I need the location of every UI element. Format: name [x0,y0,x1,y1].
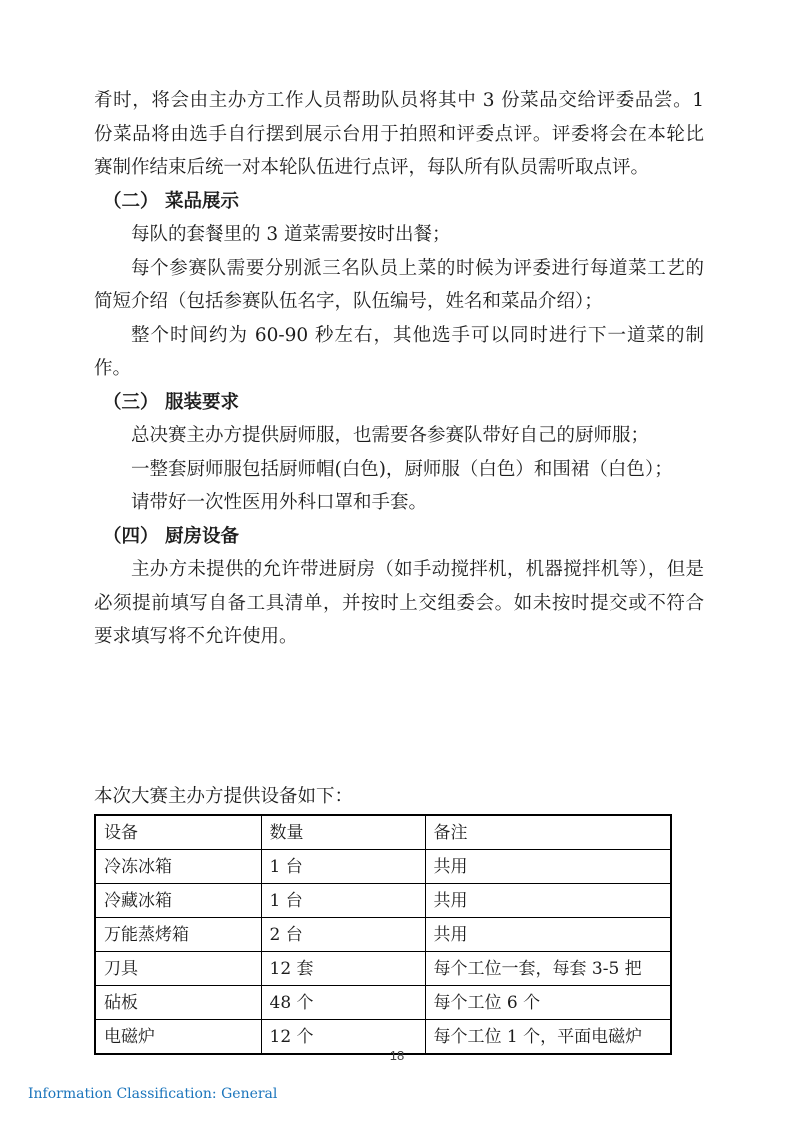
table-header-row [95,815,671,850]
table-cell: 1 台 [261,850,425,884]
section-title-kitchen-equipment: （四） 厨房设备 [103,525,239,547]
table-cell: 共用 [425,918,671,952]
table-cell: 12 个 [261,1020,425,1055]
table-intro-line: 本次大赛主办方提供设备如下： [94,785,354,807]
table-row [95,986,671,1020]
table-cell: 每个工位一套，每套 3-5 把 [425,952,671,986]
table-cell: 每个工位 6 个 [425,986,671,1020]
section-title-dish-display: （二） 菜品展示 [103,190,239,212]
paragraph-uniform-contents: 一整套厨师服包括厨师帽(白色)，厨师服（白色）和围裙（白色）； [131,458,673,480]
table-cell: 12 套 [261,952,425,986]
table-cell: 砧板 [95,986,261,1020]
classification-footer: Information Classification: General [28,1086,278,1102]
table-row [95,850,671,884]
table-cell: 每个工位 1 个，平面电磁炉 [425,1020,671,1055]
paragraph-mask-gloves: 请带好一次性医用外科口罩和手套。 [131,492,428,513]
paragraph-judging-continuation: 肴时，将会由主办方工作人员帮助队员将其中 3 份菜品交给评委品尝。1 份菜品将由选手自行摆到展示台用于拍照和评委点评。评委将会在本轮比赛制作结束后统一对本轮队伍进行点评，每队所有队员需听取点评。 [94,90,704,178]
blank-space [94,654,704,780]
table-row [95,918,671,952]
table-cell: 共用 [425,850,671,884]
table-cell: 冷藏冰箱 [95,884,261,918]
table-cell: 1 台 [261,884,425,918]
table-row [95,884,671,918]
table-header-remarks: 备注 [425,815,671,850]
document-body [94,84,704,1055]
paragraph-team-intro: 每个参赛队需要分别派三名队员上菜的时候为评委进行每道菜工艺的简短介绍（包括参赛队伍名字，队伍编号，姓名和菜品介绍）； [94,257,704,312]
paragraph-chef-uniform: 总决赛主办方提供厨师服，也需要各参赛队带好自己的厨师服； [131,425,650,446]
table-cell: 刀具 [95,952,261,986]
table-cell: 电磁炉 [95,1020,261,1055]
table-header-quantity: 数量 [261,815,425,850]
paragraph-own-tools: 主办方未提供的允许带进厨房（如手动搅拌机，机器搅拌机等），但是必须提前填写自备工具清单，并按时上交组委会。如未按时提交或不符合要求填写将不允许使用。 [94,559,704,647]
paragraph-time-limit: 整个时间约为 60-90 秒左右，其他选手可以同时进行下一道菜的制作。 [94,324,704,379]
table-cell: 共用 [425,884,671,918]
table-cell: 冷冻冰箱 [95,850,261,884]
table-header-equipment: 设备 [95,815,261,850]
table-cell: 48 个 [261,986,425,1020]
section-title-dress-code: （三） 服装要求 [103,391,239,413]
table-row [95,952,671,986]
page-number: 18 [389,1048,405,1063]
paragraph-serve-on-time: 每队的套餐里的 3 道菜需要按时出餐； [131,224,451,245]
table-cell: 2 台 [261,918,425,952]
table-cell: 万能蒸烤箱 [95,918,261,952]
equipment-table [94,814,672,1055]
